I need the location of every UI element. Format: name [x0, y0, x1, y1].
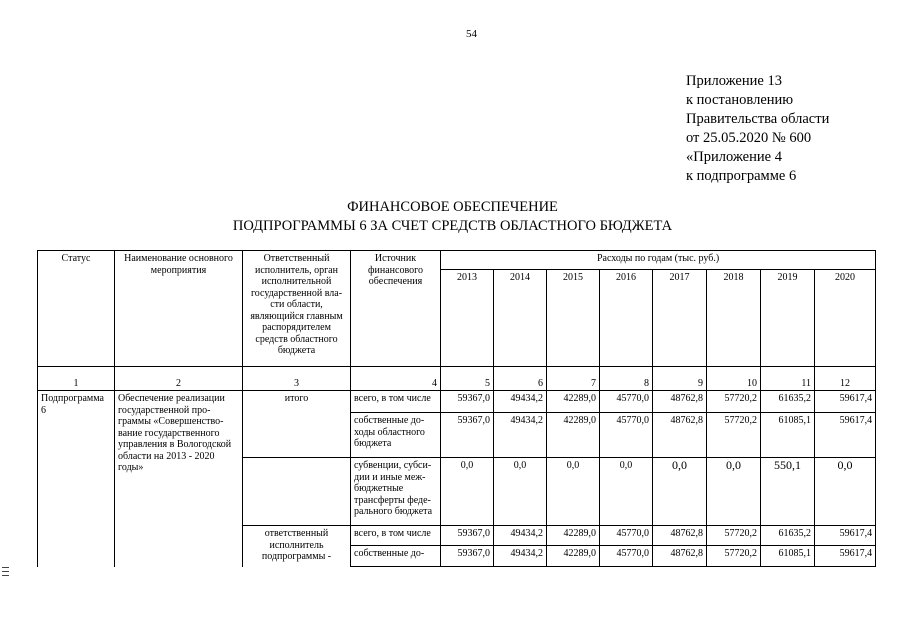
value-cell: 0,0 — [707, 458, 761, 526]
executor-empty-cell — [243, 458, 351, 526]
value-cell: 49434,2 — [494, 413, 547, 458]
header-year: 2015 — [547, 270, 600, 367]
value-cell: 57720,2 — [707, 391, 761, 413]
column-number: 7 — [547, 367, 600, 391]
value-cell: 45770,0 — [600, 413, 653, 458]
header-executor: Ответственный исполнитель, орган исполнительной государственной вла-сти области, являющийся главным распорядителем средств областного бюджета — [243, 251, 351, 367]
value-cell: 61085,1 — [761, 413, 815, 458]
header-year: 2016 — [600, 270, 653, 367]
value-cell: 57720,2 — [707, 546, 761, 567]
value-cell: 42289,0 — [547, 413, 600, 458]
column-number: 11 — [761, 367, 815, 391]
title-line-1: ФИНАНСОВОЕ ОБЕСПЕЧЕНИЕ — [347, 199, 558, 215]
header-year: 2014 — [494, 270, 547, 367]
header-year: 2013 — [441, 270, 494, 367]
source-cell: собственные до- — [351, 546, 441, 567]
header-status: Статус — [38, 251, 115, 367]
appendix-line: Правительства области — [686, 111, 830, 127]
value-cell: 61635,2 — [761, 526, 815, 546]
header-year: 2018 — [707, 270, 761, 367]
column-number: 2 — [115, 367, 243, 391]
column-number: 1 — [38, 367, 115, 391]
value-cell: 59617,4 — [815, 526, 876, 546]
value-cell: 57720,2 — [707, 413, 761, 458]
value-cell: 59617,4 — [815, 546, 876, 567]
value-cell: 49434,2 — [494, 526, 547, 546]
financing-table — [37, 250, 876, 567]
document-title — [0, 198, 905, 236]
column-number: 8 — [600, 367, 653, 391]
status-cell: Подпрограмма 6 — [38, 391, 115, 567]
value-cell: 61085,1 — [761, 546, 815, 567]
source-cell: всего, в том числе — [351, 391, 441, 413]
value-cell: 61635,2 — [761, 391, 815, 413]
value-cell: 45770,0 — [600, 391, 653, 413]
appendix-line: «Приложение 4 — [686, 149, 782, 165]
value-cell: 48762,8 — [653, 413, 707, 458]
executor-responsible-cell: ответственный исполнитель подпрограммы - — [243, 526, 351, 567]
margin-mark — [2, 567, 9, 579]
appendix-line: к подпрограмме 6 — [686, 168, 797, 184]
value-cell: 48762,8 — [653, 391, 707, 413]
measure-name-cell: Обеспечение реализации государственной про-граммы «Совершенство-вание государственного управления в Вологодской области на 2013 - 2020 годы» — [115, 391, 243, 567]
value-cell: 45770,0 — [600, 546, 653, 567]
value-cell: 0,0 — [815, 458, 876, 526]
value-cell: 0,0 — [653, 458, 707, 526]
value-cell: 59367,0 — [441, 546, 494, 567]
title-line-2: ПОДПРОГРАММЫ 6 ЗА СЧЕТ СРЕДСТВ ОБЛАСТНОГО БЮДЖЕТА — [232, 218, 673, 234]
value-cell: 0,0 — [547, 458, 600, 526]
column-number: 12 — [815, 367, 876, 391]
value-cell: 42289,0 — [547, 546, 600, 567]
value-cell: 49434,2 — [494, 546, 547, 567]
header-year: 2019 — [761, 270, 815, 367]
appendix-line: от 25.05.2020 № 600 — [686, 130, 812, 146]
value-cell: 59617,4 — [815, 413, 876, 458]
appendix-note — [686, 72, 829, 186]
value-cell: 59367,0 — [441, 526, 494, 546]
value-cell: 42289,0 — [547, 391, 600, 413]
column-number: 3 — [243, 367, 351, 391]
value-cell: 59367,0 — [441, 391, 494, 413]
appendix-line: к постановлению — [686, 92, 794, 108]
header-source: Источник финансового обеспечения — [351, 251, 441, 367]
value-cell: 48762,8 — [653, 526, 707, 546]
column-number: 9 — [653, 367, 707, 391]
value-cell: 59617,4 — [815, 391, 876, 413]
column-number: 6 — [494, 367, 547, 391]
table-row — [38, 391, 876, 413]
value-cell: 0,0 — [600, 458, 653, 526]
page-number: 54 — [466, 28, 477, 40]
value-cell: 57720,2 — [707, 526, 761, 546]
value-cell: 0,0 — [494, 458, 547, 526]
column-number-row — [38, 367, 876, 391]
column-number: 5 — [441, 367, 494, 391]
header-year: 2020 — [815, 270, 876, 367]
value-cell: 48762,8 — [653, 546, 707, 567]
header-row — [38, 251, 876, 270]
column-number: 4 — [351, 367, 441, 391]
value-cell: 550,1 — [761, 458, 815, 526]
header-name: Наименование основного мероприятия — [115, 251, 243, 367]
value-cell: 42289,0 — [547, 526, 600, 546]
column-number: 10 — [707, 367, 761, 391]
value-cell: 49434,2 — [494, 391, 547, 413]
executor-total-cell: итого — [243, 391, 351, 458]
header-year: 2017 — [653, 270, 707, 367]
header-expenses: Расходы по годам (тыс. руб.) — [441, 251, 876, 270]
source-cell: собственные до-ходы областного бюджета — [351, 413, 441, 458]
appendix-line: Приложение 13 — [686, 73, 782, 89]
value-cell: 45770,0 — [600, 526, 653, 546]
value-cell: 59367,0 — [441, 413, 494, 458]
source-cell: субвенции, субси-дии и иные меж-бюджетные трансферты феде-рального бюджета — [351, 458, 441, 526]
source-cell: всего, в том числе — [351, 526, 441, 546]
value-cell: 0,0 — [441, 458, 494, 526]
